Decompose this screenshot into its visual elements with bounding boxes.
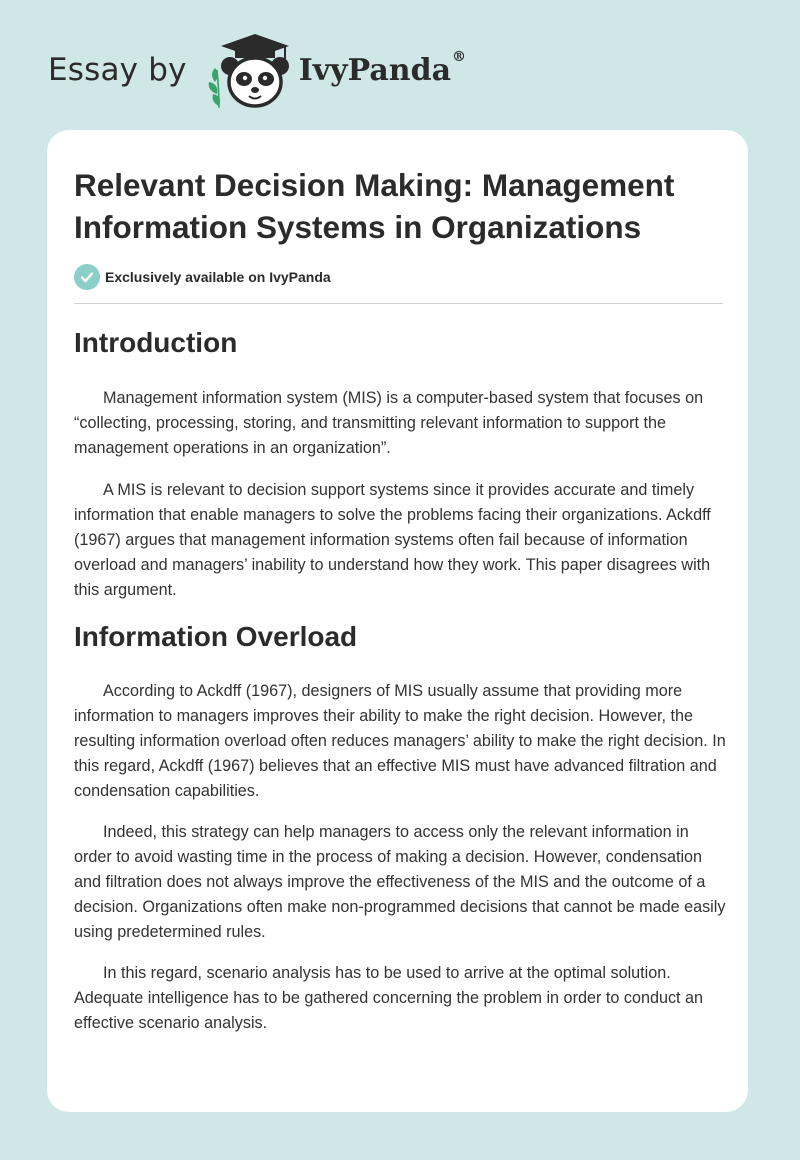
panda-graduate-icon[interactable] [205, 30, 293, 110]
exclusive-label: Exclusively available on IvyPanda [105, 269, 331, 285]
section-heading-information-overload: Information Overload [74, 621, 358, 652]
essay-by-label: Essay by [48, 52, 187, 88]
paragraph: Management information system (MIS) is a computer-based system that focuses on “collecting, processing, storing, and transmitting relevant information to support the management operations in an organization”. [74, 389, 704, 457]
brand-name[interactable]: IvyPanda® [298, 48, 467, 88]
paragraph: According to Ackdff (1967), designers of MIS usually assume that providing more information to managers improves their ability to make the right decision. However, the resulting information overload often reduces managers’ ability to make the right decision. In this regard, Ackdff (1967) believes that an effective MIS must have advanced filtration and condensation capabilities. [74, 682, 726, 800]
section-heading-introduction: Introduction [74, 327, 238, 358]
exclusive-badge [74, 264, 331, 290]
essay-card [47, 130, 748, 1112]
essay-title: Relevant Decision Making: Management Information Systems in Organizations [74, 167, 675, 245]
paragraph: In this regard, scenario analysis has to be used to arrive at the optimal solution. Adequate intelligence has to be gathered concerning the problem in order to conduct an effective scenario analysis. [74, 964, 704, 1032]
site-header [48, 30, 466, 110]
paragraph: Indeed, this strategy can help managers to access only the relevant information in order to avoid wasting time in the process of making a decision. However, condensation and filtration does not always improve the effectiveness of the MIS and the outcome of a decision. Organizations often make non-programmed decisions that cannot be made easily using predetermined rules. [74, 823, 726, 941]
check-circle-icon [74, 264, 100, 290]
paragraph: A MIS is relevant to decision support systems since it provides accurate and timely information that enable managers to solve the problems facing their organizations. Ackdff (1967) argues that management information systems often fail because of information overload and managers’ inability to understand how they work. This paper disagrees with this argument. [74, 481, 711, 599]
title-divider [74, 303, 723, 304]
